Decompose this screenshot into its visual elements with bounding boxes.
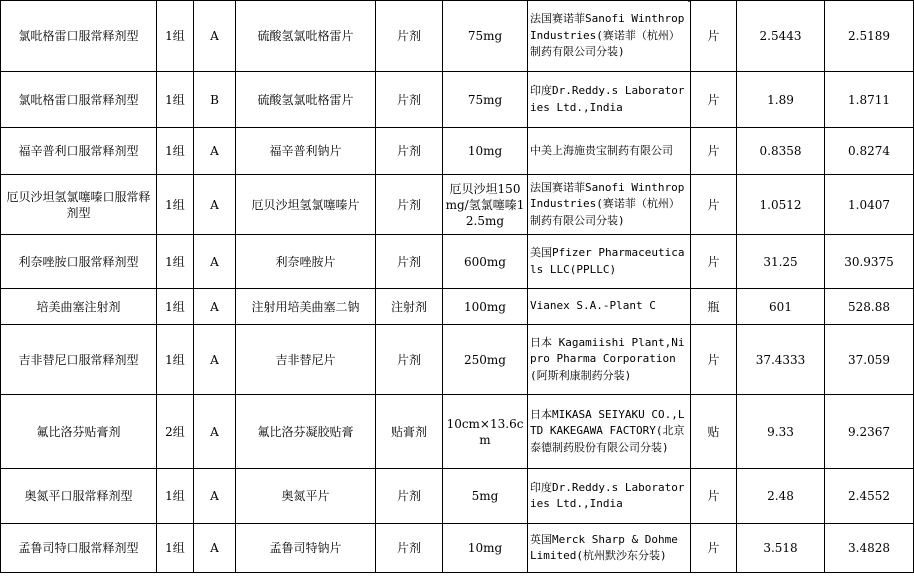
cell-level[interactable]: A xyxy=(194,395,236,469)
cell-product[interactable]: 氟比洛芬凝胶贴膏 xyxy=(236,395,376,469)
cell-unit[interactable]: 片 xyxy=(691,469,737,524)
cell-product[interactable]: 硫酸氢氯吡格雷片 xyxy=(236,72,376,128)
cell-manufacturer[interactable]: 日本MIKASA SEIYAKU CO.,LTD KAKEGAWA FACTORY(北京泰德制药股份有限公司分装) xyxy=(528,395,691,469)
cell-manufacturer[interactable]: 法国赛诺菲Sanofi Winthrop Industries(赛诺菲（杭州）制药有限公司分装) xyxy=(528,175,691,235)
cell-unit[interactable]: 片 xyxy=(691,1,737,72)
cell-level[interactable]: A xyxy=(194,175,236,235)
cell-price-2[interactable]: 2.4552 xyxy=(825,469,914,524)
cell-unit[interactable]: 片 xyxy=(691,325,737,395)
cell-specification[interactable]: 600mg xyxy=(443,235,528,289)
cell-group[interactable]: 1组 xyxy=(157,289,194,325)
cell-group[interactable]: 1组 xyxy=(157,469,194,524)
cell-group[interactable]: 2组 xyxy=(157,395,194,469)
cell-dosage-form[interactable]: 片剂 xyxy=(376,469,443,524)
table-row xyxy=(1,72,914,128)
table-row xyxy=(1,395,914,469)
cell-unit[interactable]: 贴 xyxy=(691,395,737,469)
cell-specification[interactable]: 250mg xyxy=(443,325,528,395)
cell-group[interactable]: 1组 xyxy=(157,128,194,175)
cell-product[interactable]: 奥氮平片 xyxy=(236,469,376,524)
cell-group[interactable]: 1组 xyxy=(157,235,194,289)
cell-product[interactable]: 吉非替尼片 xyxy=(236,325,376,395)
cell-price-1[interactable]: 3.518 xyxy=(737,524,825,573)
cell-level[interactable]: A xyxy=(194,289,236,325)
cell-product[interactable]: 福辛普利钠片 xyxy=(236,128,376,175)
cell-price-1[interactable]: 2.48 xyxy=(737,469,825,524)
cell-category[interactable]: 奥氮平口服常释剂型 xyxy=(1,469,157,524)
cell-price-2[interactable]: 528.88 xyxy=(825,289,914,325)
cell-category[interactable]: 氯吡格雷口服常释剂型 xyxy=(1,1,157,72)
cell-specification[interactable]: 75mg xyxy=(443,1,528,72)
table-row xyxy=(1,325,914,395)
cell-dosage-form[interactable]: 片剂 xyxy=(376,524,443,573)
cell-price-1[interactable]: 1.89 xyxy=(737,72,825,128)
cell-price-1[interactable]: 9.33 xyxy=(737,395,825,469)
cell-group[interactable]: 1组 xyxy=(157,325,194,395)
cell-specification[interactable]: 100mg xyxy=(443,289,528,325)
cell-manufacturer[interactable]: 英国Merck Sharp & Dohme Limited(杭州默沙东分装) xyxy=(528,524,691,573)
cell-manufacturer[interactable]: 日本 Kagamiishi Plant,Nipro Pharma Corporation(阿斯利康制药分装) xyxy=(528,325,691,395)
cell-level[interactable]: A xyxy=(194,235,236,289)
cell-unit[interactable]: 瓶 xyxy=(691,289,737,325)
cell-price-2[interactable]: 1.8711 xyxy=(825,72,914,128)
cell-unit[interactable]: 片 xyxy=(691,175,737,235)
cell-specification[interactable]: 75mg xyxy=(443,72,528,128)
cell-category[interactable]: 福辛普利口服常释剂型 xyxy=(1,128,157,175)
cell-level[interactable]: A xyxy=(194,524,236,573)
cell-category[interactable]: 厄贝沙坦氢氯噻嗪口服常释剂型 xyxy=(1,175,157,235)
cell-specification[interactable]: 厄贝沙坦150mg/氢氯噻嗪12.5mg xyxy=(443,175,528,235)
cell-manufacturer[interactable]: 印度Dr.Reddy.s Laboratories Ltd.,India xyxy=(528,72,691,128)
table-body xyxy=(1,1,914,573)
cell-product[interactable]: 孟鲁司特钠片 xyxy=(236,524,376,573)
table-row xyxy=(1,128,914,175)
cell-group[interactable]: 1组 xyxy=(157,1,194,72)
cell-price-1[interactable]: 1.0512 xyxy=(737,175,825,235)
cell-price-2[interactable]: 37.059 xyxy=(825,325,914,395)
cell-dosage-form[interactable]: 片剂 xyxy=(376,1,443,72)
cell-category[interactable]: 孟鲁司特口服常释剂型 xyxy=(1,524,157,573)
cell-specification[interactable]: 10mg xyxy=(443,128,528,175)
table-row xyxy=(1,235,914,289)
cell-price-1[interactable]: 2.5443 xyxy=(737,1,825,72)
cell-price-1[interactable]: 601 xyxy=(737,289,825,325)
table-row xyxy=(1,1,914,72)
cell-category[interactable]: 氟比洛芬贴膏剂 xyxy=(1,395,157,469)
cell-price-2[interactable]: 2.5189 xyxy=(825,1,914,72)
cell-dosage-form[interactable]: 片剂 xyxy=(376,128,443,175)
cell-dosage-form[interactable]: 注射剂 xyxy=(376,289,443,325)
cell-dosage-form[interactable]: 贴膏剂 xyxy=(376,395,443,469)
cell-price-2[interactable]: 9.2367 xyxy=(825,395,914,469)
cell-group[interactable]: 1组 xyxy=(157,72,194,128)
cell-manufacturer[interactable]: 法国赛诺菲Sanofi Winthrop Industries(赛诺菲（杭州）制药有限公司分装) xyxy=(528,1,691,72)
cell-price-1[interactable]: 31.25 xyxy=(737,235,825,289)
cell-specification[interactable]: 5mg xyxy=(443,469,528,524)
cell-level[interactable]: A xyxy=(194,469,236,524)
cell-category[interactable]: 利奈唑胺口服常释剂型 xyxy=(1,235,157,289)
table-row xyxy=(1,469,914,524)
cell-unit[interactable]: 片 xyxy=(691,72,737,128)
table-row xyxy=(1,289,914,325)
cell-manufacturer[interactable]: Vianex S.A.-Plant C xyxy=(528,289,691,325)
cell-dosage-form[interactable]: 片剂 xyxy=(376,325,443,395)
cell-level[interactable]: A xyxy=(194,1,236,72)
cell-product[interactable]: 硫酸氢氯吡格雷片 xyxy=(236,1,376,72)
cell-level[interactable]: B xyxy=(194,72,236,128)
table-row xyxy=(1,175,914,235)
table-row xyxy=(1,524,914,573)
cell-price-1[interactable]: 37.4333 xyxy=(737,325,825,395)
cell-unit[interactable]: 片 xyxy=(691,235,737,289)
cell-price-2[interactable]: 3.4828 xyxy=(825,524,914,573)
cell-dosage-form[interactable]: 片剂 xyxy=(376,175,443,235)
cell-manufacturer[interactable]: 中美上海施贵宝制药有限公司 xyxy=(528,128,691,175)
cell-manufacturer[interactable]: 印度Dr.Reddy.s Laboratories Ltd.,India xyxy=(528,469,691,524)
cell-price-1[interactable]: 0.8358 xyxy=(737,128,825,175)
cell-category[interactable]: 氯吡格雷口服常释剂型 xyxy=(1,72,157,128)
cell-product[interactable]: 厄贝沙坦氢氯噻嗪片 xyxy=(236,175,376,235)
cell-group[interactable]: 1组 xyxy=(157,524,194,573)
cell-product[interactable]: 利奈唑胺片 xyxy=(236,235,376,289)
cell-group[interactable]: 1组 xyxy=(157,175,194,235)
cell-dosage-form[interactable]: 片剂 xyxy=(376,72,443,128)
cell-price-2[interactable]: 0.8274 xyxy=(825,128,914,175)
cell-category[interactable]: 培美曲塞注射剂 xyxy=(1,289,157,325)
cell-unit[interactable]: 片 xyxy=(691,524,737,573)
cell-dosage-form[interactable]: 片剂 xyxy=(376,235,443,289)
cell-price-2[interactable]: 1.0407 xyxy=(825,175,914,235)
cell-level[interactable]: A xyxy=(194,325,236,395)
cell-price-2[interactable]: 30.9375 xyxy=(825,235,914,289)
cell-unit[interactable]: 片 xyxy=(691,128,737,175)
cell-level[interactable]: A xyxy=(194,128,236,175)
cell-category[interactable]: 吉非替尼口服常释剂型 xyxy=(1,325,157,395)
cell-product[interactable]: 注射用培美曲塞二钠 xyxy=(236,289,376,325)
cell-specification[interactable]: 10cm×13.6cm xyxy=(443,395,528,469)
cell-manufacturer[interactable]: 美国Pfizer Pharmaceuticals LLC(PPLLC) xyxy=(528,235,691,289)
cell-specification[interactable]: 10mg xyxy=(443,524,528,573)
